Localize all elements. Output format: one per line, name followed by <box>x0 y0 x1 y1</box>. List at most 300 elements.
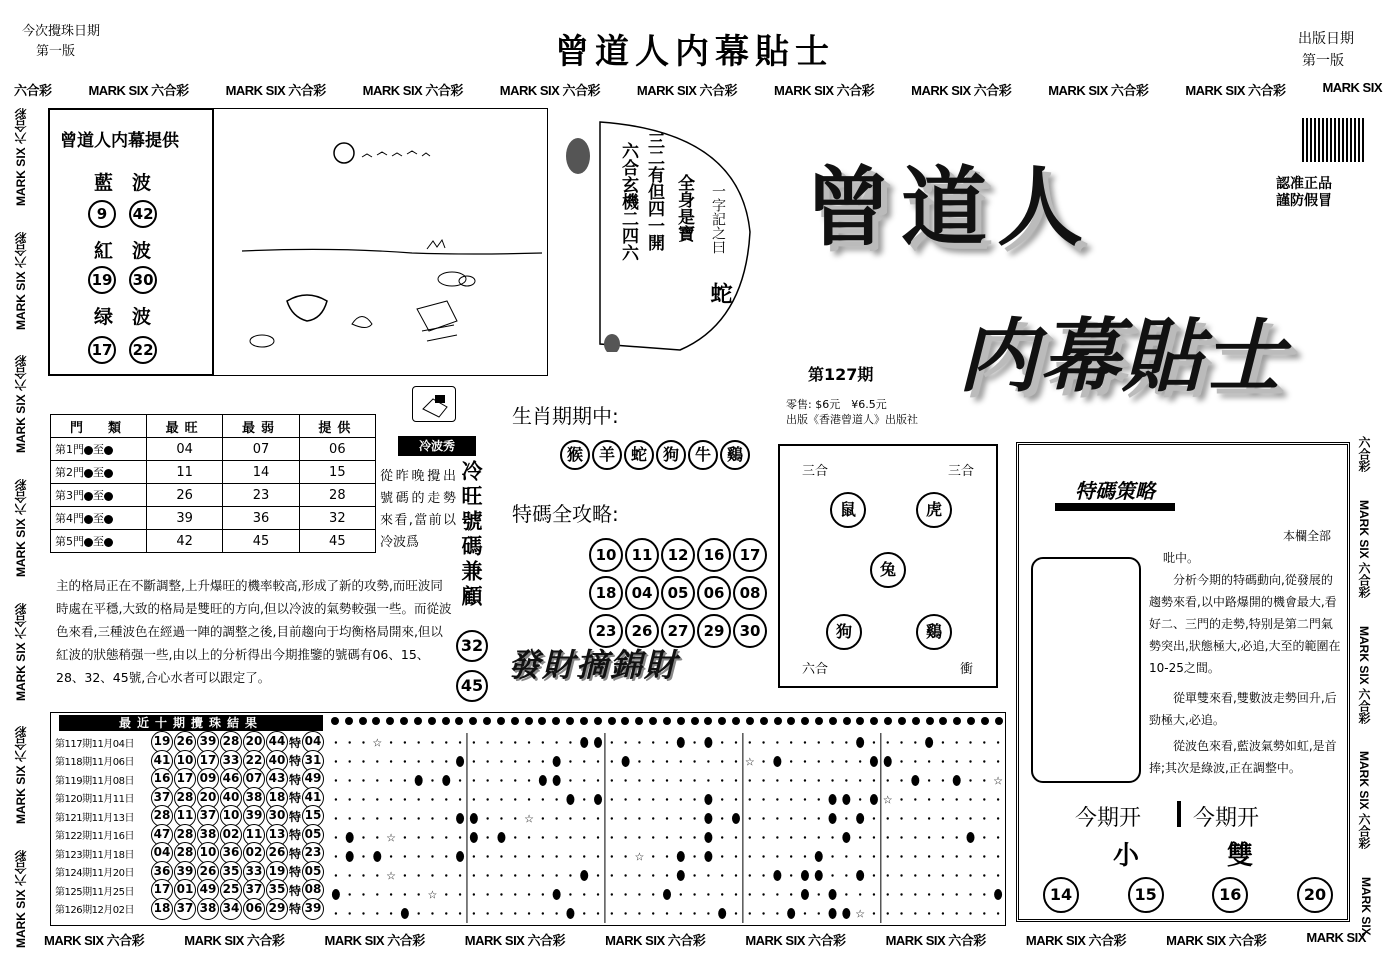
grid-dot <box>666 741 668 743</box>
grid-dot <box>417 855 419 857</box>
band-item: MARK SIX 六合彩 <box>225 83 326 98</box>
grid-dot <box>942 779 944 781</box>
grid-dot <box>652 760 654 762</box>
grid-dot <box>900 760 902 762</box>
column-dot <box>428 717 436 725</box>
draw-label: 第126期12月02日 <box>55 905 135 917</box>
result-ball: 44 <box>266 731 288 753</box>
hit-mark <box>884 756 892 767</box>
result-ball: 39 <box>197 731 219 753</box>
grid-dot <box>887 817 889 819</box>
grid-dot <box>859 798 861 800</box>
grid-dot <box>335 874 337 876</box>
grid-dot <box>376 817 378 819</box>
strategy-title: 特碼策略 <box>1075 479 1155 503</box>
grid-dot <box>404 874 406 876</box>
grid-dot <box>845 855 847 857</box>
grid-dot <box>473 798 475 800</box>
door-name: 第2門 <box>55 466 84 479</box>
grid-dot <box>790 741 792 743</box>
grid-dot <box>376 760 378 762</box>
grid-dot <box>721 817 723 819</box>
grid-dot <box>638 798 640 800</box>
grid-dot <box>417 741 419 743</box>
table-row <box>55 826 324 845</box>
grid-dot <box>624 741 626 743</box>
grid-dot <box>887 836 889 838</box>
special-mark: 特 <box>289 902 302 917</box>
grid-dot <box>611 836 613 838</box>
grid-dot <box>928 760 930 762</box>
grid-dot <box>514 779 516 781</box>
grid-dot <box>624 893 626 895</box>
band-item: MARK SIX 六合彩 <box>14 231 28 330</box>
grid-dot <box>569 855 571 857</box>
result-ball: 28 <box>220 731 242 753</box>
strategy-ball: 15 <box>1128 877 1164 913</box>
table-row <box>55 844 324 863</box>
grid-dot <box>611 760 613 762</box>
door-range: 至 <box>93 535 104 548</box>
grid-dot <box>611 912 613 914</box>
grid-dot <box>942 912 944 914</box>
grid-dot <box>583 798 585 800</box>
band-item: MARK SIX 六合彩 <box>14 355 28 454</box>
wave-box <box>48 108 214 376</box>
edition-text: 第一版 <box>36 44 76 59</box>
hit-mark <box>801 889 809 900</box>
door-range: 至 <box>93 512 104 525</box>
dot-icon <box>104 469 113 478</box>
grid-dot <box>390 741 392 743</box>
grid-dot <box>445 817 447 819</box>
grid-dot <box>997 912 999 914</box>
grid-dot <box>473 912 475 914</box>
hit-mark <box>842 908 850 919</box>
hit-mark <box>470 813 478 824</box>
grid-dot <box>914 912 916 914</box>
grid-dot <box>473 779 475 781</box>
result-ball: 18 <box>266 787 288 809</box>
grid-dot <box>914 836 916 838</box>
result-ball: 20 <box>243 731 265 753</box>
table-row <box>51 461 376 484</box>
hit-mark <box>566 794 574 805</box>
grid-dot <box>693 798 695 800</box>
col-header: 最弱 <box>223 415 299 438</box>
special-ball: 11 <box>625 538 659 572</box>
hit-mark <box>994 889 1002 900</box>
combo-corner: 三合 <box>948 464 975 479</box>
grid-dot <box>956 855 958 857</box>
special-ball: 17 <box>733 538 767 572</box>
grid-dot <box>500 779 502 781</box>
hit-mark <box>773 870 781 881</box>
grid-dot <box>459 874 461 876</box>
grid-dot <box>680 893 682 895</box>
grid-dot <box>514 760 516 762</box>
grid-dot <box>390 855 392 857</box>
combo-animal: 狗 <box>826 614 862 650</box>
grid-dot <box>762 817 764 819</box>
grid-dot <box>804 855 806 857</box>
grid-dot <box>956 741 958 743</box>
grid-dot <box>845 779 847 781</box>
result-ball: 36 <box>151 861 173 883</box>
special-ball: 12 <box>661 538 695 572</box>
grid-dot <box>831 836 833 838</box>
grid-dot <box>859 760 861 762</box>
grid-dot <box>776 741 778 743</box>
column-dot <box>511 717 519 725</box>
grid-dot <box>624 779 626 781</box>
band-item: MARK SIX 六合彩 <box>14 108 28 207</box>
hit-mark <box>856 870 864 881</box>
grid-dot <box>762 741 764 743</box>
grid-dot <box>693 855 695 857</box>
hit-mark <box>704 832 712 843</box>
draw-label: 第117期11月04日 <box>55 738 135 750</box>
grid-dot <box>818 893 820 895</box>
grid-dot <box>638 912 640 914</box>
grid-dot <box>914 760 916 762</box>
grid-dot <box>900 855 902 857</box>
dot-icon <box>104 492 113 501</box>
hit-mark <box>773 756 781 767</box>
grid-dot <box>445 893 447 895</box>
special-star-mark: ☆ <box>524 812 534 826</box>
grid-dot <box>528 741 530 743</box>
column-dot <box>621 717 629 725</box>
grid-dot <box>776 817 778 819</box>
result-ball: 10 <box>197 842 219 864</box>
grid-dot <box>873 893 875 895</box>
special-mark: 特 <box>289 865 302 880</box>
special-ball: 29 <box>697 614 731 648</box>
band-item: MARK SIX 六合彩 <box>1357 751 1371 850</box>
special-mark: 特 <box>289 754 302 769</box>
special-ball: 05 <box>661 576 695 610</box>
grid-dot <box>900 893 902 895</box>
grid-dot <box>638 779 640 781</box>
grid-dot <box>459 836 461 838</box>
grid-dot <box>431 874 433 876</box>
zodiac-ball: 猴 <box>560 440 590 470</box>
grid-dot <box>969 912 971 914</box>
column-dot <box>760 717 768 725</box>
grid-dot <box>514 912 516 914</box>
band-item: MARK SIX 六合彩 <box>774 83 875 98</box>
grid-dot <box>514 893 516 895</box>
cert-line: 認准正品 <box>1276 176 1332 192</box>
grid-dot <box>969 893 971 895</box>
grid-dot <box>404 798 406 800</box>
grid-dot <box>445 741 447 743</box>
grid-dot <box>583 855 585 857</box>
grid-dot <box>638 836 640 838</box>
grid-dot <box>597 912 599 914</box>
band-item: 六合彩 <box>1357 436 1371 472</box>
column-dot <box>552 717 560 725</box>
grid-dot <box>528 779 530 781</box>
special-label: 特碼全攻略: <box>512 502 619 526</box>
brand-title-2: 内幕貼士 <box>958 309 1286 403</box>
result-ball: 09 <box>197 768 219 790</box>
grid-dot <box>749 874 751 876</box>
grid-dot <box>335 836 337 838</box>
special-star-mark: ☆ <box>744 755 755 769</box>
grid-dot <box>749 855 751 857</box>
hit-mark <box>580 737 588 748</box>
door-tip: 32 <box>299 507 375 530</box>
grid-dot <box>776 912 778 914</box>
grid-dot <box>707 912 709 914</box>
special-star-mark: ☆ <box>372 736 383 750</box>
grid-dot <box>376 779 378 781</box>
grid-dot <box>611 893 613 895</box>
grid-dot <box>693 741 695 743</box>
hit-mark <box>829 889 837 900</box>
hit-mark <box>856 813 864 824</box>
blue-ball: 42 <box>129 200 157 228</box>
special-star-mark: ☆ <box>386 869 397 883</box>
wave-box-title: 曾道人内幕提供 <box>60 131 179 151</box>
hit-mark <box>870 794 878 805</box>
open-label: 今期开 <box>1193 806 1260 831</box>
column-dot <box>331 717 339 725</box>
door-range: 至 <box>93 489 104 502</box>
results-dot-grid <box>329 733 1005 923</box>
grid-dot <box>500 855 502 857</box>
door-name: 第4門 <box>55 512 84 525</box>
special-ball: 18 <box>589 576 623 610</box>
special-result-ball: 39 <box>302 898 324 920</box>
dot-icon <box>84 538 93 547</box>
special-mark: 特 <box>289 772 302 787</box>
cold-analysis-text: 主的格局正在不斷調整,上升爆旺的機率較高,形成了新的攻勢,而旺波同時處在平穩,大致的格局是雙旺的方向,但以冷波的氣勢較强一些。而從波色來看,三種波色在經過一陣的調整之後,目前趨向于均衡格局開來,但以紅波的狀態稍强一些,由以上的分析得出今期推鑒的號碼有06、15、28、32、45號,合心水者可以跟定了。 <box>56 578 452 685</box>
column-dot <box>635 717 643 725</box>
blue-ball: 9 <box>88 200 116 228</box>
band-item: MARK SIX 六合彩 <box>885 933 986 948</box>
grid-dot <box>680 836 682 838</box>
strategy-ball: 20 <box>1297 877 1333 913</box>
grid-dot <box>721 874 723 876</box>
draw-label: 第121期11月13日 <box>55 812 135 824</box>
band-item: MARK SIX 六合彩 <box>14 849 28 948</box>
grid-dot <box>707 893 709 895</box>
hit-mark <box>870 756 878 767</box>
column-dot <box>414 717 422 725</box>
col-header: 門 類 <box>51 415 147 438</box>
result-ball: 20 <box>197 787 219 809</box>
strategy-note: 本欄全部 <box>1283 529 1332 543</box>
grid-dot <box>693 760 695 762</box>
combo-animal: 鷄 <box>916 614 952 650</box>
column-dot <box>442 717 450 725</box>
publish-edition-text: 第一版 <box>1302 53 1344 69</box>
poem-line: 一字記之曰 <box>710 184 726 254</box>
grid-dot <box>473 760 475 762</box>
grid-dot <box>445 760 447 762</box>
grid-dot <box>928 855 930 857</box>
grid-dot <box>790 893 792 895</box>
grid-dot <box>956 893 958 895</box>
result-ball: 38 <box>197 824 219 846</box>
results-header-dots <box>331 717 1003 729</box>
poem-scroll <box>560 112 760 352</box>
grid-dot <box>652 779 654 781</box>
results-panel <box>50 712 1006 926</box>
grid-dot <box>818 779 820 781</box>
result-ball: 04 <box>151 842 173 864</box>
band-item: MARK SIX 六合彩 <box>1185 83 1286 98</box>
grid-dot <box>348 912 350 914</box>
hit-mark <box>787 908 795 919</box>
col-header: 最旺 <box>147 415 223 438</box>
band-item: MARK SIX <box>1359 877 1373 936</box>
band-item: MARK SIX 六合彩 <box>362 83 463 98</box>
grid-dot <box>887 779 889 781</box>
grid-dot <box>555 912 557 914</box>
special-ball: 23 <box>589 614 623 648</box>
special-grid <box>588 536 768 650</box>
column-dot <box>663 717 671 725</box>
column-dot <box>953 717 961 725</box>
grid-dot <box>500 912 502 914</box>
dot-icon <box>84 446 93 455</box>
result-ball: 28 <box>151 805 173 827</box>
grid-dot <box>555 817 557 819</box>
door-max: 26 <box>147 484 223 507</box>
grid-dot <box>997 817 999 819</box>
grid-dot <box>417 874 419 876</box>
table-row <box>51 484 376 507</box>
results-title: 最近十期攪珠結果 <box>59 715 323 731</box>
grid-dot <box>900 912 902 914</box>
door-min: 23 <box>223 484 299 507</box>
door-max: 11 <box>147 461 223 484</box>
grid-dot <box>887 874 889 876</box>
grid-dot <box>335 912 337 914</box>
special-ball: 30 <box>733 614 767 648</box>
publish-date-label <box>1298 28 1354 72</box>
grid-dot <box>666 912 668 914</box>
band-item: MARK SIX 六合彩 <box>636 83 738 98</box>
cold-wave-icon <box>412 386 456 422</box>
bottom-band <box>44 930 1366 949</box>
result-ball: 30 <box>266 805 288 827</box>
door-tip: 45 <box>299 530 375 553</box>
draw-label: 第119期11月08日 <box>55 775 135 787</box>
hit-mark <box>594 794 602 805</box>
column-dot <box>801 717 809 725</box>
result-ball: 49 <box>197 879 219 901</box>
grid-dot <box>459 779 461 781</box>
fortune-banner: 發財摘錦財 <box>508 646 679 684</box>
grid-dot <box>486 874 488 876</box>
draw-date-text: 今次攪珠日期 <box>22 24 101 39</box>
result-ball: 35 <box>220 861 242 883</box>
issue-number: 第127期 <box>808 365 874 384</box>
grid-dot <box>887 855 889 857</box>
grid-dot <box>404 836 406 838</box>
special-mark: 特 <box>289 735 302 750</box>
grid-dot <box>804 779 806 781</box>
column-dot <box>870 717 878 725</box>
grid-dot <box>542 893 544 895</box>
hit-mark <box>677 851 685 862</box>
grid-dot <box>404 817 406 819</box>
hit-mark <box>553 756 561 767</box>
column-dot <box>787 717 795 725</box>
zodiac-ball: 牛 <box>688 440 718 470</box>
strategy-ball: 16 <box>1212 877 1248 913</box>
grid-dot <box>928 893 930 895</box>
grid-dot <box>362 741 364 743</box>
column-dot <box>580 717 588 725</box>
special-star-mark: ☆ <box>634 850 645 864</box>
red-ball: 19 <box>88 266 116 294</box>
grid-dot <box>486 760 488 762</box>
grid-dot <box>417 912 419 914</box>
grid-dot <box>887 912 889 914</box>
special-star-mark: ☆ <box>855 907 866 921</box>
size-result: 小 <box>1113 841 1140 871</box>
grid-dot <box>542 798 544 800</box>
grid-dot <box>404 893 406 895</box>
grid-dot <box>956 836 958 838</box>
result-ball: 11 <box>243 824 265 846</box>
grid-dot <box>721 779 723 781</box>
result-ball: 39 <box>174 861 196 883</box>
grid-dot <box>348 741 350 743</box>
grid-dot <box>362 760 364 762</box>
grid-dot <box>473 855 475 857</box>
hit-mark <box>539 775 547 786</box>
grid-dot <box>500 760 502 762</box>
grid-dot <box>735 912 737 914</box>
hit-mark <box>732 813 740 824</box>
column-dot <box>774 717 782 725</box>
grid-dot <box>514 836 516 838</box>
cold-ball: 45 <box>456 670 488 702</box>
column-dot <box>884 717 892 725</box>
grid-dot <box>514 817 516 819</box>
dot-icon <box>104 446 113 455</box>
grid-dot <box>335 798 337 800</box>
cold-wave-badge: 冷波秀 <box>398 436 476 456</box>
grid-dot <box>569 779 571 781</box>
grid-dot <box>638 893 640 895</box>
combo-corner: 三合 <box>802 464 829 479</box>
band-item: MARK SIX 六合彩 <box>1357 625 1371 724</box>
door-max: 39 <box>147 507 223 530</box>
grid-dot <box>652 817 654 819</box>
grid-dot <box>528 798 530 800</box>
grid-dot <box>831 741 833 743</box>
grid-dot <box>597 893 599 895</box>
grid-dot <box>652 874 654 876</box>
grid-dot <box>597 836 599 838</box>
special-mark: 特 <box>289 846 302 861</box>
grid-dot <box>956 874 958 876</box>
grid-dot <box>431 760 433 762</box>
open-label: 今期开 <box>1075 806 1142 831</box>
grid-dot <box>486 779 488 781</box>
result-ball: 28 <box>174 787 196 809</box>
grid-dot <box>611 855 613 857</box>
grid-dot <box>845 893 847 895</box>
